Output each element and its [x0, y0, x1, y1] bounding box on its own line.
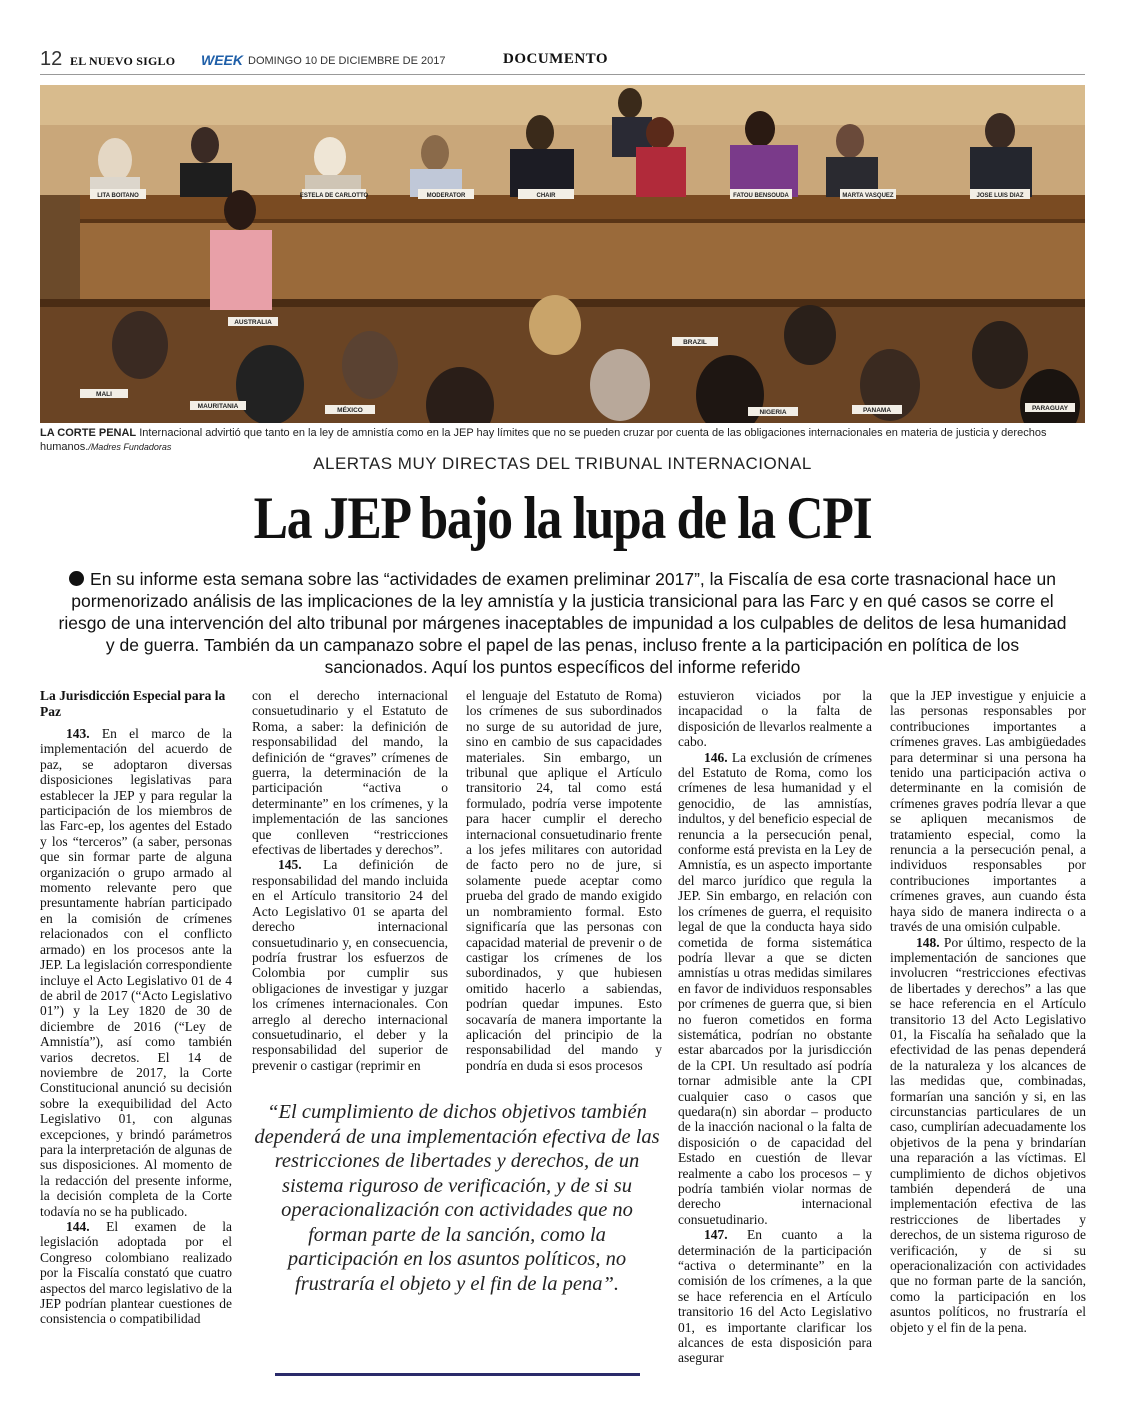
- week-logo: WEEK: [201, 52, 243, 68]
- article-column-1: [40, 688, 232, 1327]
- country-plate: MAURITANIA: [197, 403, 239, 410]
- paragraph: [252, 857, 448, 1073]
- newspaper-name: EL NUEVO SIGLO: [70, 54, 176, 68]
- country-plate: MALI: [96, 391, 112, 398]
- nameplate: CHAIR: [536, 193, 556, 199]
- paragraph-number: 143.: [66, 726, 90, 741]
- nameplate: JOSE LUIS DIAZ: [976, 193, 1024, 199]
- paragraph-number: 147.: [704, 1227, 728, 1243]
- bullet-icon: [69, 571, 84, 586]
- section-label: DOCUMENTO: [503, 51, 609, 67]
- country-plate: PANAMA: [862, 407, 892, 414]
- paragraph: [678, 1227, 872, 1366]
- lead-paragraph: [55, 568, 1070, 678]
- nameplate: MARTA VASQUEZ: [842, 193, 894, 199]
- paragraph-number: 144.: [66, 1219, 90, 1234]
- paragraph: [678, 750, 872, 1228]
- country-plate: BRAZIL: [683, 339, 707, 346]
- paragraph-text: La exclusión de crímenes del Estatuto de Roma, como los crímenes de lesa humanidad y el genocidio, de las amnistías, indultos, y del beneficio especial de renuncia a la persecución penal, conforme está prevista en la Ley de Amnistía, es un aspecto importante del marco jurídico que regula la JEP. Sin embargo, en relación con los crímenes de guerra, el requisito legal de que la conducta haya sido cometida de forma sistemática podría llevar a que se dicten amnistías u otras medidas similares en favor de individuos responsables por crímenes de guerra que, si bien no fueron cometidos en forma sistemática, podrían no obstante estar abarcados por la jurisdicción de la CPI. Un resultado así podría tornar admisible ante la CPI cualquier caso o casos que quedara(n) sin abordar – producto de la inacción nacional o la falta de disposición o de capacidad del Estado en cuestión de llevar realmente a cabo los procesos – y podría también violar normas de derecho internacional consuetudinario.: [678, 749, 872, 1227]
- pull-quote-rule: [275, 1373, 640, 1376]
- nameplate: MODERATOR: [426, 193, 466, 199]
- paragraph-text: En cuanto a la determinación de la participación “activa o determinante” en la comisión de los crímenes, a la que se hace referencia en el Artículo transitorio 16 del Acto Legislativo 01, es importante clarificar los alcances de esta disposición para asegurar: [678, 1227, 872, 1366]
- paragraph-number: 145.: [278, 857, 302, 873]
- article-column-3: [466, 688, 662, 1088]
- country-plate: PARAGUAY: [1031, 405, 1069, 412]
- paragraph: [678, 688, 872, 750]
- paragraph-number: 148.: [916, 934, 940, 950]
- paragraph-text: Por último, respecto de la implementación de sanciones que involucren “restricciones efectivas de libertades y derechos” a las que se hace referencia en el Artículo transitorio 13 del Acto Legislativo 01, la Fiscalía ha señalado que la efectividad de las penas dependerá de la naturaleza y los alcances de las medidas que, combinadas, formarían una sanción y si, en las circunstancias particulares de un caso, cumplirían adecuadamente los objetivos de la pena y brindarían una reparación a las víctimas. El cumplimiento de dichos objetivos también dependerá de una implementación efectiva de las restricciones de libertades y derechos, de un sistema riguroso de verificación, y de si su operacionalización con actividades que no forman parte de la sanción, como la participación en los asuntos políticos, no frustraría el objeto y el fin de la pena.: [890, 934, 1086, 1335]
- paragraph-text: La definición de responsabilidad del mando incluida en el Artículo transitorio 24 del Acto Legislativo 01 se aparta del derecho internacional consuetudinario y, en consecuencia, podría frustrar los esfuerzos de Colombia por cumplir sus obligaciones de investigar y juzgar los crímenes internacionales. Con arreglo al derecho internacional consuetudinario, el deber y la responsabilidad del superior de prevenir o castigar (reprimir en: [252, 857, 448, 1073]
- country-plate: AUSTRALIA: [234, 319, 272, 326]
- lead-photo: [40, 85, 1085, 423]
- nameplate: ESTELA DE CARLOTTO: [299, 193, 369, 199]
- paragraph-text: estuvieron viciados por la incapacidad o la falta de disposición de llevarlos realmente a cabo.: [678, 688, 872, 750]
- caption-text: Internacional advirtió que tanto en la ley de amnistía como en la JEP hay límites que no se pueden cruzar por cuenta de las obligaciones internacionales en materia de justicia y derechos humanos.: [40, 427, 1047, 453]
- photo-caption: [40, 426, 1085, 454]
- paragraph: [252, 688, 448, 857]
- caption-lead: LA CORTE PENAL: [40, 427, 137, 439]
- page-header: [40, 48, 1085, 75]
- paragraph: [40, 726, 232, 1219]
- article-column-4: [678, 688, 872, 1408]
- paragraph-text: con el derecho internacional consuetudinario y el Estatuto de Roma, a saber: la definición de responsabilidad del mando, la definición de “graves” crímenes de guerra, la determinación de la participación “activa o determinante” en los crímenes, y la implementación de las sanciones que conlleven “restricciones efectivas de libertades y derechos”.: [252, 688, 448, 858]
- paragraph-text: El examen de la legislación adoptada por el Congreso colombiano realizado por la Fiscalía constató que cuatro aspectos del marco legislativo de la JEP podrían plantear cuestiones de consistencia o compatibilidad: [40, 1219, 232, 1327]
- country-plate: MÉXICO: [337, 407, 363, 414]
- paragraph-text: el lenguaje del Estatuto de Roma) los crímenes de sus subordinados no surge de su autoridad de jure, sino en cambio de sus capacidades materiales. Sin embargo, un tribunal que aplique el Artículo transitorio 24, tal como está formulado, podría verse impotente para hacer cumplir el derecho internacional consuetudinario frente a los jefes militares con autoridad de facto pero no de jure, si solamente puede aceptar como prueba del grado de mando exigido un nombramiento formal. Esto significaría que las personas con capacidad material de prevenir o de castigar los crímenes de los subordinados, y que hubiesen omitido hacerlo a sabiendas, podrían quedar impunes. Esto socavaría de manera importante la aplicación del principio de la responsabilidad del mando y pondría en duda si esos procesos: [466, 688, 662, 1073]
- paragraph: [466, 688, 662, 1073]
- nameplate: FATOU BENSOUDA: [733, 193, 789, 199]
- nameplate: LITA BOITANO: [97, 193, 139, 199]
- conference-room-illustration: [40, 85, 1085, 423]
- lead-text: En su informe esta semana sobre las “actividades de examen preliminar 2017”, la Fiscalía de esa corte trasnacional hace un pormenorizado análisis de las implicaciones de la ley amnistía y la justicia transicional para las Farc y en qué casos se corre el riesgo de una intervención del alto tribunal por márgenes inaceptables de impunidad a los culpables de delitos de lesa humanidad y de guerra. También da un campanazo sobre el papel de las penas, incluso frente a la participación en política de los sancionados. Aquí los puntos específicos del informe referido: [58, 569, 1067, 677]
- article-subhead: La Jurisdicción Especial para la Paz: [40, 688, 226, 719]
- paragraph-number: 146.: [704, 749, 728, 765]
- paragraph: [40, 1219, 232, 1327]
- country-plate: NIGERIA: [759, 409, 787, 416]
- pull-quote: “El cumplimiento de dichos objetivos también dependerá de una implementación efectiva de las restricciones de libertades y derechos, de un sistema riguroso de verificación, y de si su operacionalización con actividades que no forman parte de la sanción, como la participación en los asuntos políticos, no frustraría el objeto y el fin de la pena”.: [254, 1101, 660, 1295]
- paragraph-text: En el marco de la implementación del acuerdo de paz, se adoptaron diversas disposiciones legislativas para establecer la JEP y para regular la participación de los miembros de las Farc-ep, los agentes del Estado y los “terceros” (a saber, personas que sin formar parte de alguna organización o grupo armado al momento relevante pero que presuntamente habrían participado en la comisión de crímenes relacionados con el conflicto armado) en los procesos ante la JEP. La legislación correspondiente incluye el Acto Legislativo 01 de 4 de abril de 2017 (“Acto Legislativo 01”) y la Ley 1820 de 30 de diciembre de 2016 (“Ley de Amnistía”), así como también varios decretos. El 14 de noviembre de 2017, la Corte Constitucional anunció su decisión sobre la exequibilidad del Acto Legislativo 01, con algunas excepciones, y brindó parámetros para la interpretación de algunas de sus disposiciones. Al momento de la redacción del presente informe, la decisión completa de la Corte todavía no se ha publicado.: [40, 726, 232, 1219]
- photo-credit: /Madres Fundadoras: [88, 442, 172, 452]
- issue-date: DOMINGO 10 DE DICIEMBRE DE 2017: [248, 55, 446, 67]
- article-column-2: [252, 688, 448, 1088]
- paragraph: [890, 935, 1086, 1336]
- kicker: ALERTAS MUY DIRECTAS DEL TRIBUNAL INTERNACIONAL: [313, 454, 812, 473]
- paragraph-text: que la JEP investigue y enjuicie a las personas responsables por contribuciones importantes a crímenes graves. Las ambigüedades para determinar si una persona ha tenido una participación activa o determinante en la comisión de crímenes graves podría llevar a que se apliquen mecanismos de tratamiento especial, como la renuncia a la persecución penal, a individuos responsables por contribuciones importantes a crímenes graves, aun cuando ésta haya sido de manera indirecta o a través de una omisión culpable.: [890, 688, 1086, 935]
- headline: La JEP bajo la lupa de la CPI: [253, 485, 872, 551]
- paragraph: [890, 688, 1086, 935]
- article-column-5: [890, 688, 1086, 1408]
- page-number: 12: [40, 48, 63, 70]
